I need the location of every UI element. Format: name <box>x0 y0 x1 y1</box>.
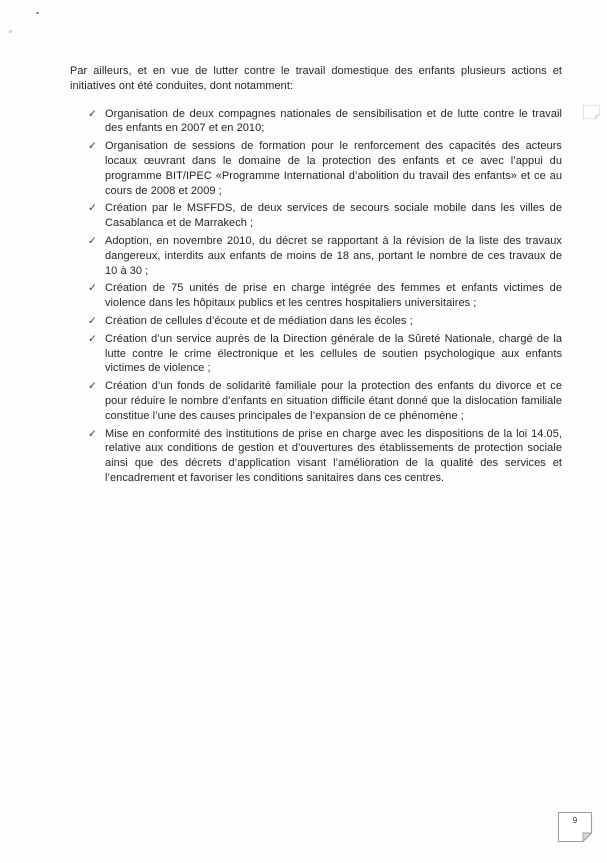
checkmark-icon: ✓ <box>88 140 97 153</box>
page-number-note <box>557 811 593 843</box>
list-item-text: Organisation de sessions de formation pour le renforcement des capacités des acteurs locaux œuvrant dans le domaine de la protection des enfants et ce avec l’appui du programme BIT/IPEC «Programme International d’abolition du travail des enfants» et ce au cours de 2008 et 2009 ; <box>105 140 562 197</box>
list-item-text: Création d’un fonds de solidarité familiale pour la protection des enfants du divorce et ce pour réduire le nombre d’enfants en situation difficile étant donné que la dislocation familiale constitue l’une des causes principales de l’expansion de ce phénomène ; <box>105 380 562 422</box>
checkmark-icon: ✓ <box>88 380 97 393</box>
page-curl-icon-graphic <box>583 104 600 120</box>
list-item-text: Création de cellules d’écoute et de médiation dans les écoles ; <box>105 314 413 327</box>
list-item <box>88 139 562 198</box>
list-item <box>88 314 562 329</box>
list-item-text: Création d’un service auprès de la Direction générale de la Sûreté Nationale, chargé de la lutte contre le crime électronique et les cellules de soutien psychologique aux enfants victimes de violence ; <box>105 332 562 375</box>
document-body <box>70 64 562 489</box>
intro-paragraph: Par ailleurs, et en vue de lutter contre le travail domestique des enfants plusieurs actions et initiatives ont été conduites, dont notamment: <box>70 65 562 92</box>
scan-speck <box>36 12 39 14</box>
list-item-text: Mise en conformité des institutions de prise en charge avec les dispositions de la loi 14.05, relative aux conditions de gestion et d’ouvertures des établissements de protection sociale ainsi que des décrets d’application visant l’amélioration de la qualité des services et l’encadrement et favoriser les conditions sanitaires dans ces centres. <box>105 427 562 484</box>
checkmark-icon: ✓ <box>88 107 97 120</box>
list-item-text: Création par le MSFFDS, de deux services de secours sociale mobile dans les villes de Casablanca et de Marrakech ; <box>105 202 562 230</box>
list-item-text: Adoption, en novembre 2010, du décret se rapportant à la révision de la liste des travaux dangereux, interdits aux enfants de moins de 18 ans, portant le nombre de ces travaux de 10 à 30 ; <box>105 234 562 277</box>
list-item <box>88 379 562 423</box>
checkmark-icon: ✓ <box>88 332 97 345</box>
list-item <box>88 201 562 231</box>
checkmark-icon: ✓ <box>88 202 97 215</box>
checkmark-icon: ✓ <box>88 427 97 440</box>
checkmark-icon: ✓ <box>88 282 97 295</box>
list-item <box>88 107 562 137</box>
page-curl-icon <box>583 104 600 120</box>
list-item <box>88 281 562 311</box>
list-item <box>88 427 562 486</box>
list-item-text: Organisation de deux compagnes nationales de sensibilisation et de lutte contre le travail des enfants en 2007 et en 2010; <box>105 107 562 135</box>
list-item-text: Création de 75 unités de prise en charge intégrée des femmes et enfants victimes de violence dans les hôpitaux publics et les centres hospitaliers universitaires ; <box>105 282 562 310</box>
checkmark-icon: ✓ <box>88 314 97 327</box>
list-item <box>88 234 562 278</box>
checklist <box>70 107 562 486</box>
page-number: 9 <box>572 816 578 825</box>
scan-speck <box>9 30 12 33</box>
checkmark-icon: ✓ <box>88 234 97 247</box>
list-item <box>88 332 562 376</box>
